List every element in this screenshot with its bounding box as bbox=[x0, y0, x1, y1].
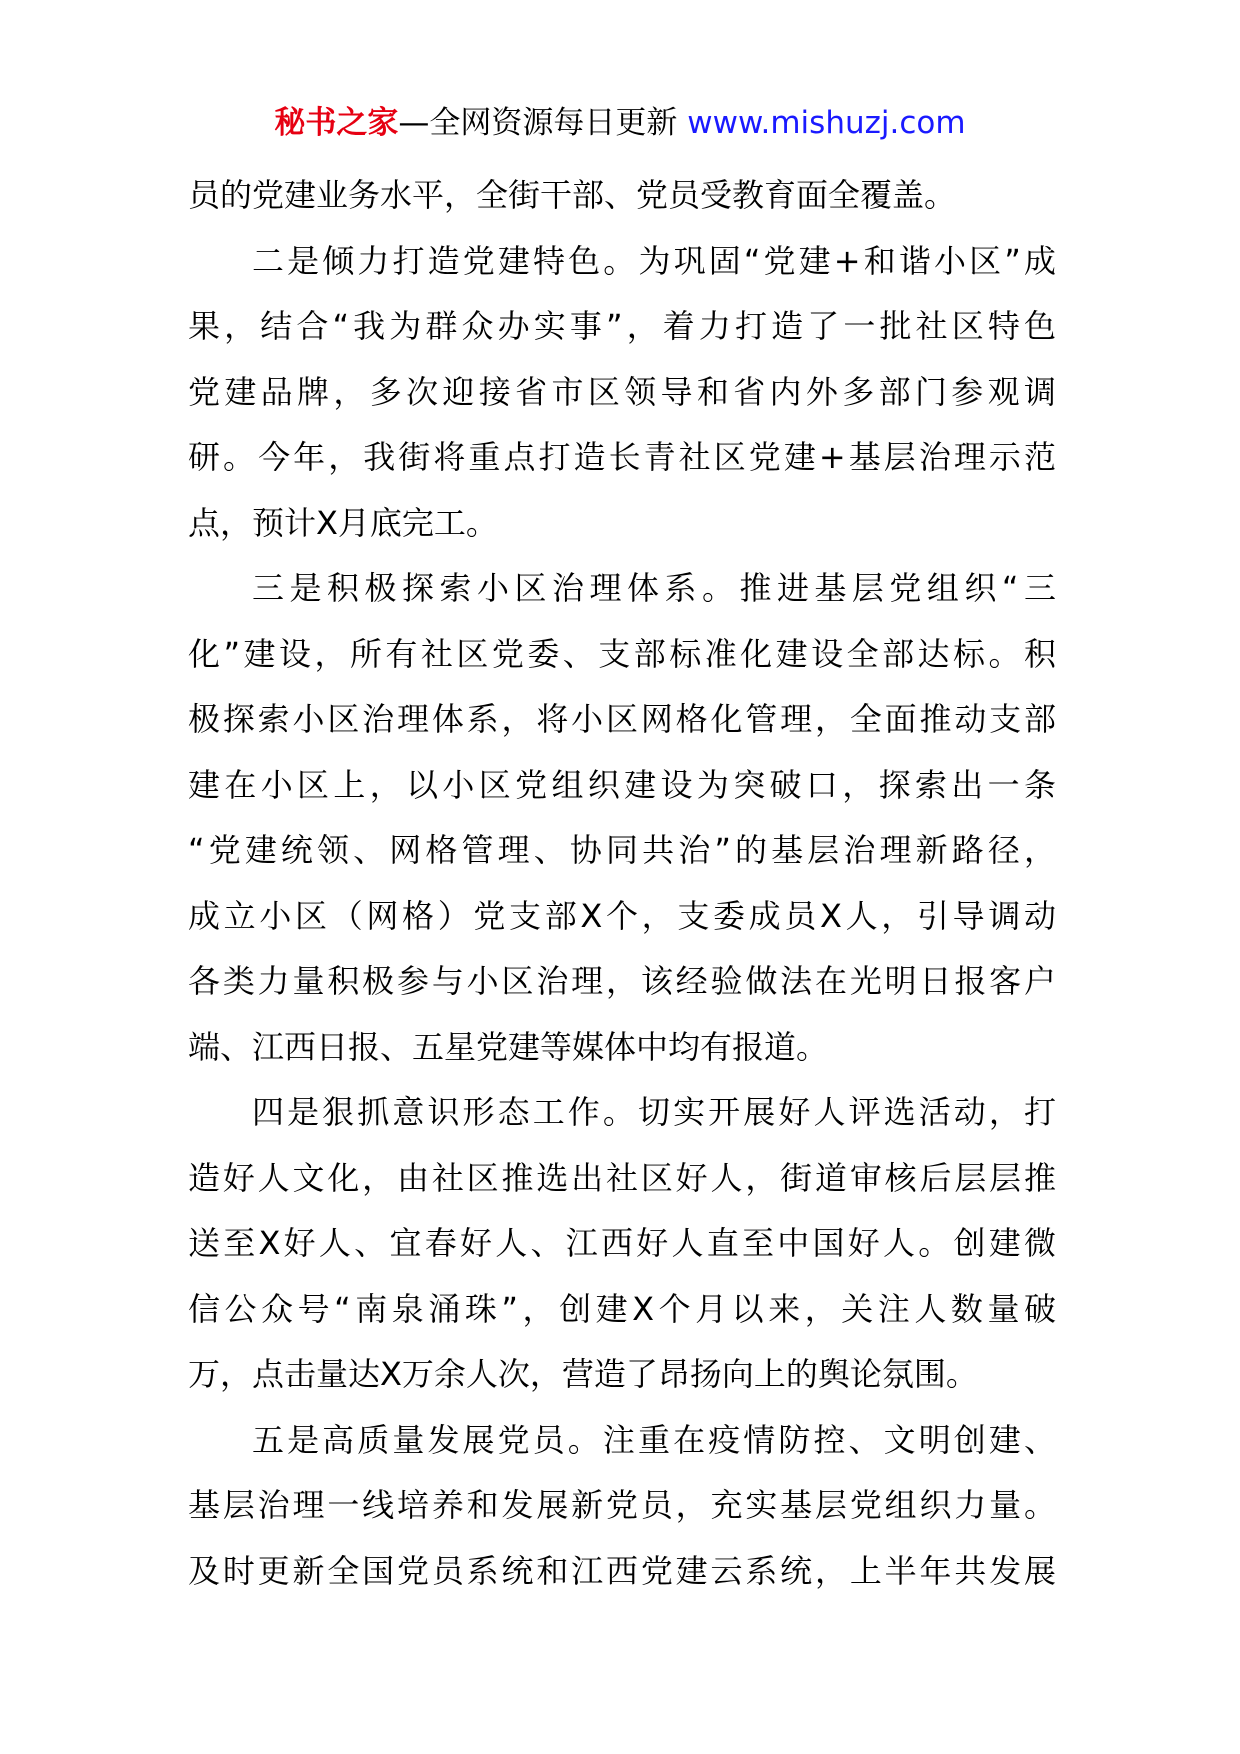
paragraph-start-line: 四是狠抓意识形态工作。切实开展好人评选活动，打 bbox=[252, 1093, 1056, 1131]
paragraph-start-line: 三是积极探索小区治理体系。推进基层党组织“三 bbox=[252, 569, 1056, 607]
text-line: 送至X好人、宜春好人、江西好人直至中国好人。创建微 bbox=[188, 1224, 1056, 1262]
text-line: 研。今年，我街将重点打造长青社区党建+基层治理示范 bbox=[188, 438, 1056, 476]
text-line: 建在小区上，以小区党组织建设为突破口，探索出一条 bbox=[188, 765, 1056, 804]
text-line: 成立小区（网格）党支部X个，支委成员X人，引导调动 bbox=[188, 896, 1056, 935]
text-line: 果，结合“我为群众办实事”，着力打造了一批社区特色 bbox=[188, 307, 1056, 345]
text-line: 基层治理一线培养和发展新党员，充实基层党组织力量。 bbox=[188, 1486, 1056, 1524]
text-line: 员的党建业务水平，全街干部、党员受教育面全覆盖。 bbox=[188, 176, 957, 214]
text-line: 极探索小区治理体系，将小区网格化管理，全面推动支部 bbox=[188, 700, 1056, 738]
website-link[interactable]: www.mishuzj.com bbox=[687, 105, 966, 141]
paragraph-start-line: 二是倾力打造党建特色。为巩固“党建+和谐小区”成 bbox=[252, 241, 1056, 280]
brand-name: 秘书之家 bbox=[274, 105, 399, 141]
text-line: 党建品牌，多次迎接省市区领导和省内外多部门参观调 bbox=[188, 372, 1056, 411]
document-body bbox=[188, 163, 1056, 1604]
text-line: 点，预计X月底完工。 bbox=[188, 503, 498, 542]
text-line: 造好人文化，由社区推选出社区好人，街道审核后层层推 bbox=[188, 1158, 1056, 1197]
page-header bbox=[0, 100, 1240, 146]
text-line: “党建统领、网格管理、协同共治”的基层治理新路径， bbox=[188, 831, 1056, 869]
text-line: 万，点击量达X万余人次，营造了昂扬向上的舆论氛围。 bbox=[188, 1355, 978, 1393]
text-line: 化”建设，所有社区党委、支部标准化建设全部达标。积 bbox=[188, 634, 1056, 673]
header-slogan: —全网资源每日更新 bbox=[398, 105, 688, 141]
paragraph-start-line: 五是高质量发展党员。注重在疫情防控、文明创建、 bbox=[252, 1420, 1056, 1459]
text-line: 端、江西日报、五星党建等媒体中均有报道。 bbox=[188, 1027, 829, 1066]
text-line: 及时更新全国党员系统和江西党建云系统，上半年共发展 bbox=[188, 1551, 1056, 1590]
text-line: 各类力量积极参与小区治理，该经验做法在光明日报客户 bbox=[188, 962, 1056, 1000]
text-line: 信公众号“南泉涌珠”，创建X个月以来，关注人数量破 bbox=[188, 1289, 1056, 1328]
